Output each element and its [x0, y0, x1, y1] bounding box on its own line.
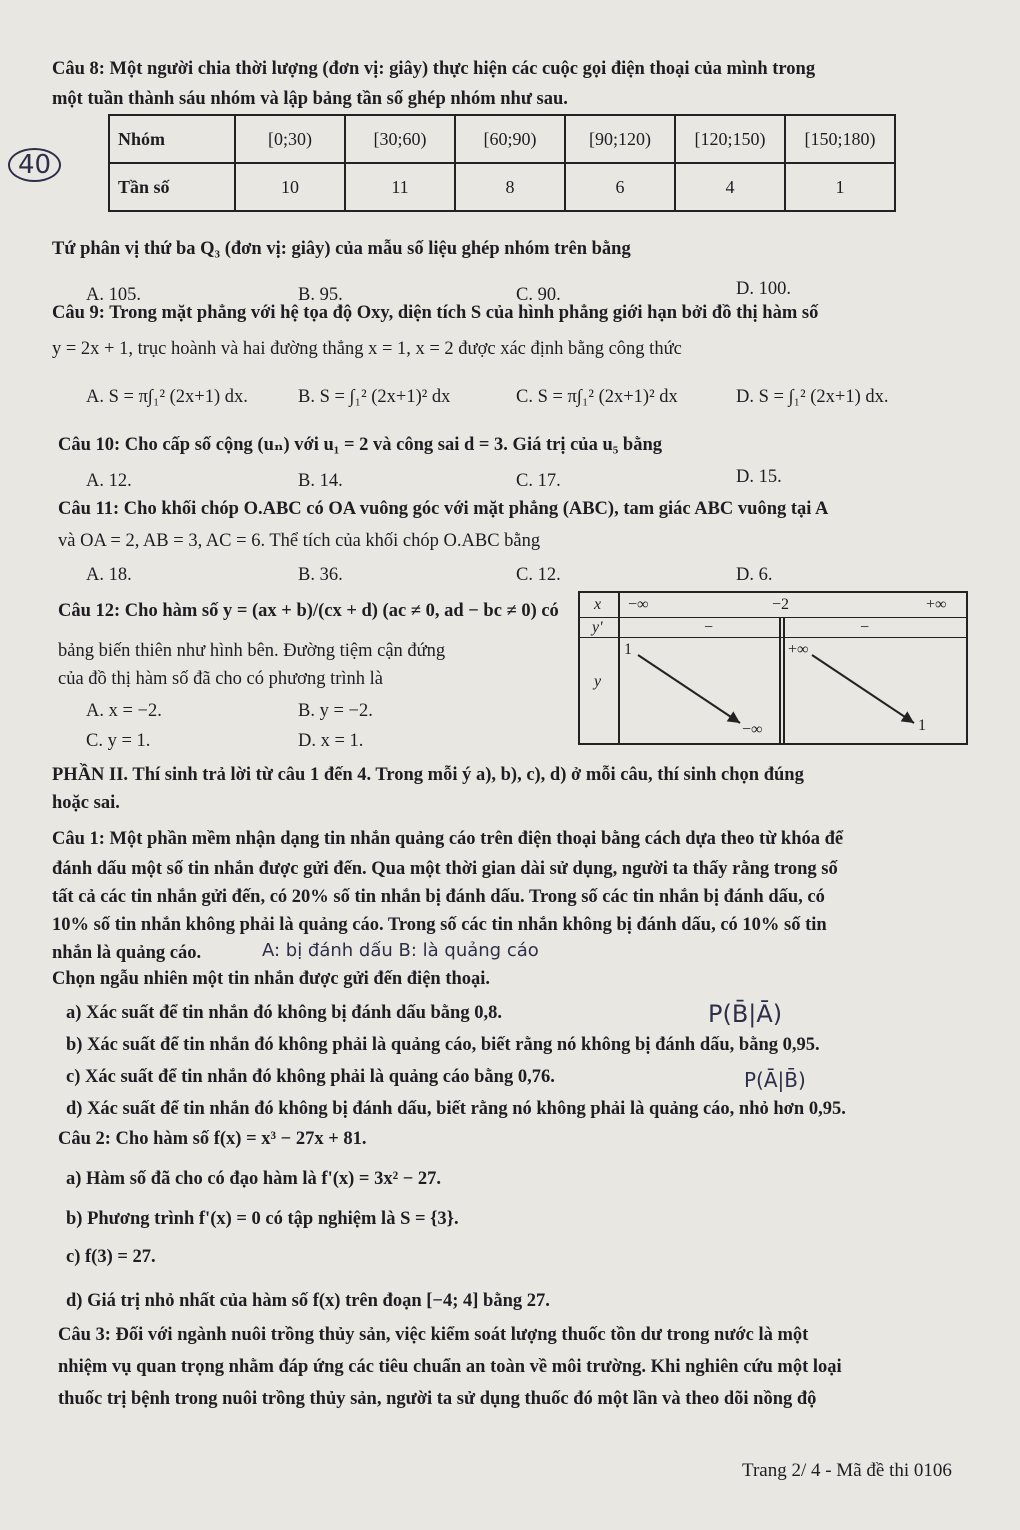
vt-x-label: x: [594, 596, 602, 613]
q10-choice-d: D. 15.: [736, 467, 782, 487]
q9-choice-a: A. S = π∫₁² (2x+1) dx.: [86, 387, 248, 407]
q8-choice-a: A. 105.: [86, 285, 141, 305]
vt-yp-label: y': [592, 619, 603, 636]
vt-arrows: [580, 593, 966, 743]
q10-line1: Câu 10: Cho cấp số cộng (uₙ) với u₁ = 2 và công sai d = 3. Giá trị của u₅ bằng: [58, 435, 663, 455]
table-freq-cell: 4: [675, 163, 785, 211]
q12-choice-b: B. y = −2.: [298, 701, 373, 721]
q12-choice-d: D. x = 1.: [298, 731, 364, 751]
q10-choice-b: B. 14.: [298, 471, 343, 491]
part2-line2: hoặc sai.: [52, 793, 120, 813]
p2q1-line: đánh dấu một số tin nhắn được gửi đến. Qua một thời gian dài sử dụng, người ta thấy rằng trong số: [52, 859, 838, 879]
vt-y-val: 1: [624, 641, 632, 658]
p2q1-line: nhắn là quảng cáo.: [52, 943, 202, 963]
vt-y-label: y: [594, 673, 602, 690]
q9-choice-d: D. S = ∫₁² (2x+1) dx.: [736, 387, 889, 407]
p2q3-line: thuốc trị bệnh trong nuôi trồng thủy sản, người ta sử dụng thuốc đó một lần và theo dõi nồng độ: [58, 1389, 817, 1409]
q11-choice-d: D. 6.: [736, 565, 773, 585]
vt-arrow-down: [638, 655, 740, 723]
vt-y-val: −∞: [742, 721, 763, 738]
table-group-cell: [60;90): [455, 115, 565, 163]
vt-x-val: −∞: [628, 596, 649, 613]
p2q1-line: Chọn ngẫu nhiên một tin nhắn được gửi đến điện thoại.: [52, 969, 491, 989]
table-freq-label: Tần số: [109, 163, 235, 211]
p2q2-item-a: a) Hàm số đã cho có đạo hàm là f'(x) = 3x² − 27.: [66, 1169, 442, 1189]
q11-choice-a: A. 18.: [86, 565, 132, 585]
p2q2-line1: Câu 2: Cho hàm số f(x) = x³ − 27x + 81.: [58, 1129, 367, 1149]
table-freq-cell: 1: [785, 163, 895, 211]
table-group-cell: [150;180): [785, 115, 895, 163]
q8-choice-b: B. 95.: [298, 285, 343, 305]
p2q1-item-b: b) Xác suất để tin nhắn đó không phải là quảng cáo, biết rằng nó không bị đánh dấu, bằng 0,95.: [66, 1035, 820, 1055]
vt-y-val: +∞: [788, 641, 809, 658]
q12-choice-c: C. y = 1.: [86, 731, 151, 751]
q12-line2: bảng biến thiên như hình bên. Đường tiệm cận đứng: [58, 641, 446, 661]
handwritten-note-40: 40: [8, 148, 61, 182]
p2q1-item-c: c) Xác suất để tin nhắn đó không phải là quảng cáo bằng 0,76.: [66, 1067, 555, 1087]
q8-choice-d: D. 100.: [736, 279, 791, 299]
p2q1-item-a: a) Xác suất để tin nhắn đó không bị đánh dấu bằng 0,8.: [66, 1003, 502, 1023]
variation-table: [578, 591, 968, 745]
q9-line1: Câu 9: Trong mặt phẳng với hệ tọa độ Oxy, diện tích S của hình phẳng giới hạn bởi đồ thị hàm số: [52, 303, 819, 323]
table-group-cell: [90;120): [565, 115, 675, 163]
q11-line1: Câu 11: Cho khối chóp O.ABC có OA vuông góc với mặt phẳng (ABC), tam giác ABC vuông tại A: [58, 499, 829, 519]
p2q3-line: Câu 3: Đối với ngành nuôi trồng thủy sản, việc kiểm soát lượng thuốc tồn dư trong nước là một: [58, 1325, 809, 1345]
p2q1-line: 10% số tin nhắn không phải là quảng cáo. Trong số các tin nhắn không bị đánh dấu, có 10% số tin: [52, 915, 827, 935]
q12-line3: của đồ thị hàm số đã cho có phương trình là: [58, 669, 383, 689]
table-group-cell: [30;60): [345, 115, 455, 163]
q9-line2: y = 2x + 1, trục hoành và hai đường thẳng x = 1, x = 2 được xác định bằng công thức: [52, 339, 682, 359]
table-freq-cell: 10: [235, 163, 345, 211]
q11-line2: và OA = 2, AB = 3, AC = 6. Thể tích của khối chóp O.ABC bằng: [58, 531, 541, 551]
vt-y-val: 1: [918, 717, 926, 734]
q11-choice-c: C. 12.: [516, 565, 561, 585]
table-freq-cell: 6: [565, 163, 675, 211]
p2q2-item-d: d) Giá trị nhỏ nhất của hàm số f(x) trên đoạn [−4; 4] bằng 27.: [66, 1291, 550, 1311]
part2-line1: PHẦN II. Thí sinh trả lời từ câu 1 đến 4. Trong mỗi ý a), b), c), d) ở mỗi câu, thí sinh chọn đúng: [52, 765, 804, 785]
q10-choice-c: C. 17.: [516, 471, 561, 491]
table-freq-cell: 8: [455, 163, 565, 211]
p2q2-item-b: b) Phương trình f'(x) = 0 có tập nghiệm là S = {3}.: [66, 1209, 459, 1229]
q9-choice-b: B. S = ∫₁² (2x+1)² dx: [298, 387, 451, 407]
vt-arrow-down: [812, 655, 914, 723]
q8-prompt: Tứ phân vị thứ ba Q₃ (đơn vị: giây) của mẫu số liệu ghép nhóm trên bằng: [52, 239, 631, 259]
handwritten-note: P(B̄|Ā): [708, 1000, 783, 1028]
table-header-label: Nhóm: [109, 115, 235, 163]
page-footer: Trang 2/ 4 - Mã đề thi 0106: [742, 1460, 952, 1481]
p2q3-line: nhiệm vụ quan trọng nhằm đáp ứng các tiêu chuẩn an toàn về môi trường. Khi nghiên cứu một loại: [58, 1357, 842, 1377]
frequency-table: [108, 114, 896, 212]
q11-choice-b: B. 36.: [298, 565, 343, 585]
table-group-cell: [0;30): [235, 115, 345, 163]
p2q1-item-d: d) Xác suất để tin nhắn đó không bị đánh dấu, biết rằng nó không phải là quảng cáo, nhỏ hơn 0,95.: [66, 1099, 846, 1119]
q8-line1: Câu 8: Một người chia thời lượng (đơn vị: giây) thực hiện các cuộc gọi điện thoại của mình trong: [52, 59, 816, 79]
q8-line2: một tuần thành sáu nhóm và lập bảng tần số ghép nhóm như sau.: [52, 89, 568, 109]
q12-line1: Câu 12: Cho hàm số y = (ax + b)/(cx + d) (ac ≠ 0, ad − bc ≠ 0) có: [58, 601, 559, 621]
q8-choice-c: C. 90.: [516, 285, 561, 305]
handwritten-note: P(Ā|B̄): [744, 1068, 806, 1092]
p2q1-line: Câu 1: Một phần mềm nhận dạng tin nhắn quảng cáo trên điện thoại bằng cách dựa theo từ khóa để: [52, 829, 844, 849]
p2q1-line: tất cả các tin nhắn gửi đến, có 20% số tin nhắn bị đánh dấu. Trong số các tin nhắn bị đánh dấu, có: [52, 887, 825, 907]
q12-choice-a: A. x = −2.: [86, 701, 162, 721]
vt-yp-val: −: [704, 619, 714, 636]
vt-x-val: −2: [772, 596, 790, 613]
table-freq-cell: 11: [345, 163, 455, 211]
handwritten-note: A: bị đánh dấu B: là quảng cáo: [262, 940, 539, 961]
table-group-cell: [120;150): [675, 115, 785, 163]
p2q2-item-c: c) f(3) = 27.: [66, 1247, 156, 1267]
vt-yp-val: −: [860, 619, 870, 636]
q10-choice-a: A. 12.: [86, 471, 132, 491]
q9-choice-c: C. S = π∫₁² (2x+1)² dx: [516, 387, 678, 407]
vt-x-val: +∞: [926, 596, 947, 613]
